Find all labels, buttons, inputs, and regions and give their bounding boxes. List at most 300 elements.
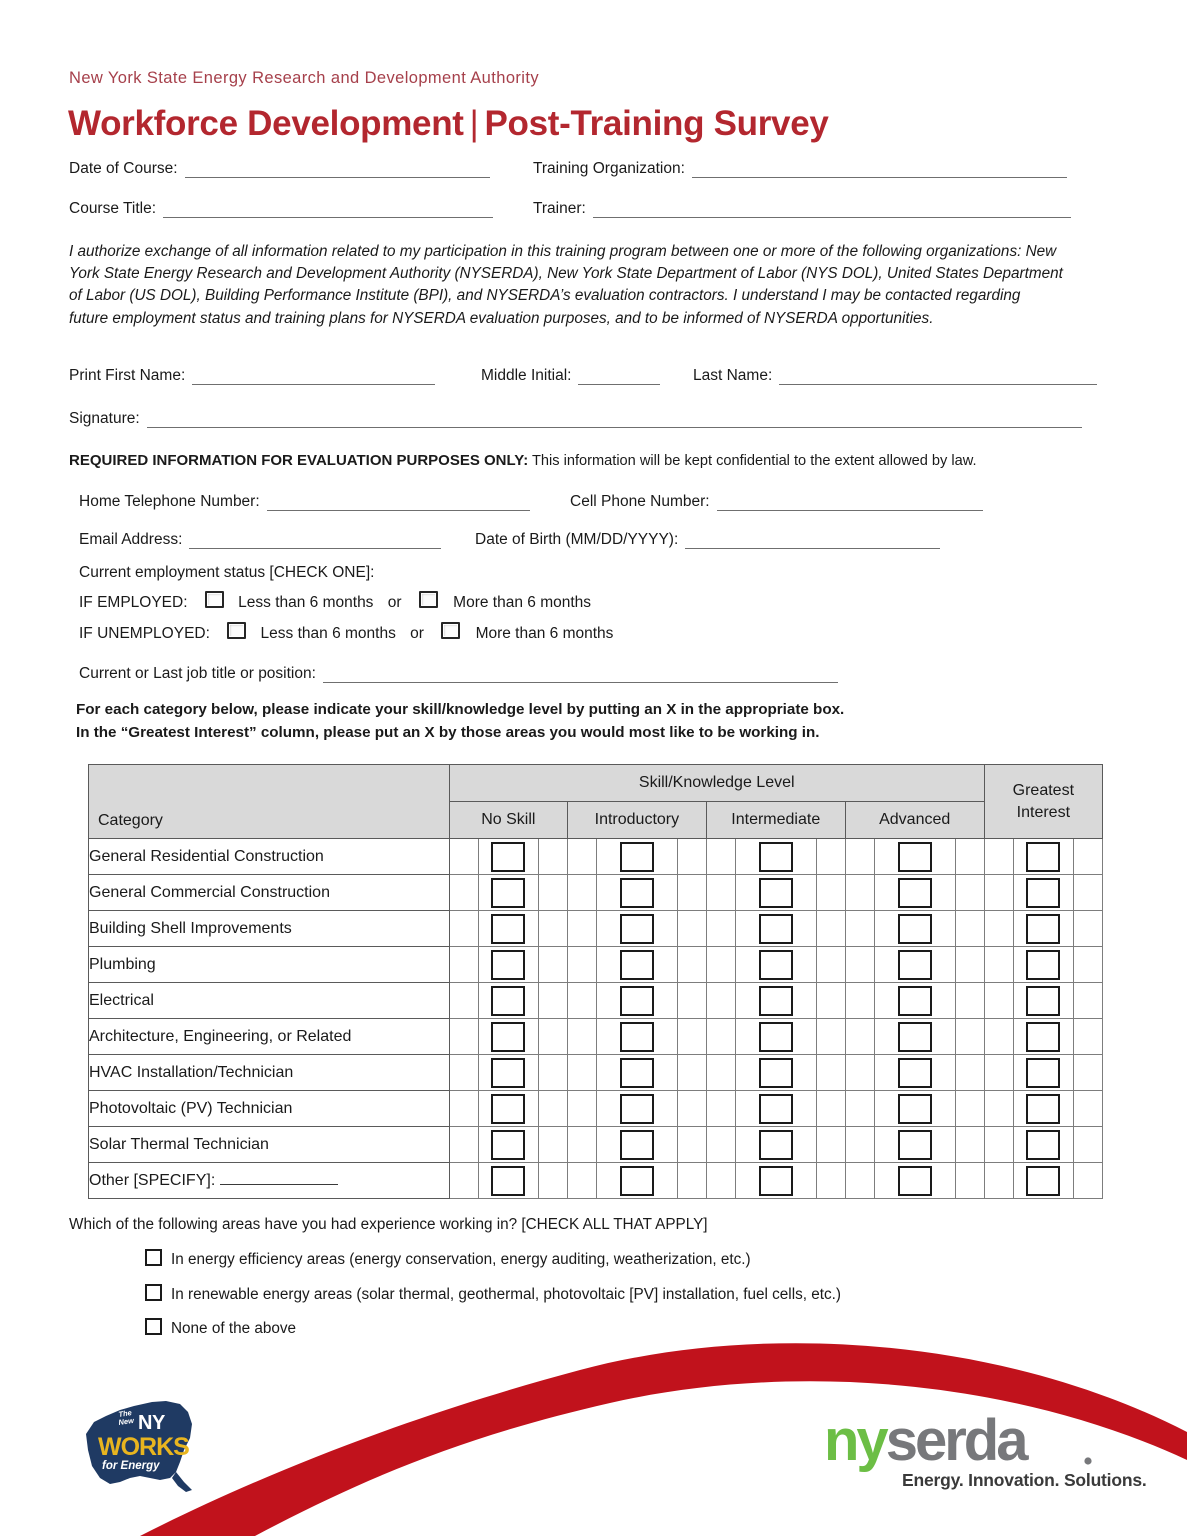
grid-spacer-cell	[449, 839, 478, 875]
checkbox-cell-greatest-interest[interactable]	[1013, 839, 1073, 875]
training-organization-input[interactable]	[692, 163, 1067, 178]
table-instructions-line-2: In the “Greatest Interest” column, please put an X by those areas you would most like to be working in.	[76, 723, 820, 741]
cell-phone-label: Cell Phone Number:	[570, 493, 710, 510]
checkbox-no-skill[interactable]	[491, 1130, 525, 1160]
table-instructions-line-1: For each category below, please indicate your skill/knowledge level by putting an X in the appropriate box.	[76, 701, 845, 718]
grid-spacer-cell	[845, 1127, 874, 1163]
grid-spacer-cell	[984, 875, 1013, 911]
table-row	[89, 911, 1103, 947]
agency-name: New York State Energy Research and Development Authority	[69, 69, 539, 87]
checkbox-cell-no-skill[interactable]	[478, 875, 538, 911]
greatest-interest-line-2: Interest	[1016, 803, 1071, 821]
grid-spacer-cell	[677, 947, 706, 983]
middle-initial-input[interactable]	[578, 370, 660, 385]
grid-spacer-cell	[706, 1127, 735, 1163]
grid-spacer-cell	[538, 1127, 567, 1163]
grid-spacer-cell	[816, 911, 845, 947]
checkbox-advanced[interactable]	[898, 986, 932, 1016]
checkbox-greatest-interest[interactable]	[1026, 1058, 1060, 1088]
checkbox-introductory[interactable]	[620, 878, 654, 908]
middle-initial-row	[481, 367, 660, 385]
unemployed-less-than-6-months-checkbox[interactable]	[227, 622, 246, 639]
greatest-interest-header	[984, 765, 1102, 839]
checkbox-cell-greatest-interest[interactable]	[1013, 1019, 1073, 1055]
checkbox-cell-intermediate[interactable]	[735, 1091, 816, 1127]
checkbox-cell-greatest-interest[interactable]	[1013, 983, 1073, 1019]
checkbox-cell-no-skill[interactable]	[478, 911, 538, 947]
checkbox-cell-introductory[interactable]	[596, 947, 677, 983]
grid-spacer-cell	[677, 983, 706, 1019]
employed-more-than-6-months-checkbox[interactable]	[419, 591, 438, 608]
checkbox-cell-advanced[interactable]	[874, 875, 955, 911]
grid-spacer-cell	[1073, 875, 1102, 911]
checkbox-cell-intermediate[interactable]	[735, 839, 816, 875]
checkbox-introductory[interactable]	[620, 914, 654, 944]
checkbox-cell-greatest-interest[interactable]	[1013, 875, 1073, 911]
checkbox-cell-greatest-interest[interactable]	[1013, 911, 1073, 947]
grid-spacer-cell	[706, 947, 735, 983]
nyserda-serda-text: serda	[885, 1408, 1026, 1473]
checkbox-introductory[interactable]	[620, 1094, 654, 1124]
none-of-the-above-label: None of the above	[171, 1320, 297, 1337]
employed-label: IF EMPLOYED:	[79, 594, 188, 611]
grid-spacer-cell	[449, 1127, 478, 1163]
checkbox-cell-introductory[interactable]	[596, 1127, 677, 1163]
checkbox-advanced[interactable]	[898, 950, 932, 980]
last-name-row	[693, 367, 1097, 385]
checkbox-cell-no-skill[interactable]	[478, 947, 538, 983]
checkbox-cell-advanced[interactable]	[874, 1127, 955, 1163]
date-of-course-row	[69, 160, 490, 178]
email-row	[79, 531, 441, 549]
first-name-row	[69, 367, 435, 385]
grid-spacer-cell	[677, 1019, 706, 1055]
experience-option-energy-efficiency[interactable]	[145, 1251, 751, 1269]
column-header-introductory: Introductory	[567, 802, 706, 839]
dob-input[interactable]	[685, 534, 940, 549]
grid-spacer-cell	[567, 1091, 596, 1127]
grid-spacer-cell	[955, 1019, 984, 1055]
grid-spacer-cell	[1073, 983, 1102, 1019]
email-label: Email Address:	[79, 531, 183, 548]
checkbox-cell-intermediate[interactable]	[735, 1163, 816, 1199]
checkbox-cell-intermediate[interactable]	[735, 1127, 816, 1163]
grid-spacer-cell	[816, 875, 845, 911]
table-row	[89, 1091, 1103, 1127]
checkbox-advanced[interactable]	[898, 1130, 932, 1160]
grid-spacer-cell	[984, 839, 1013, 875]
checkbox-cell-advanced[interactable]	[874, 947, 955, 983]
checkbox-advanced[interactable]	[898, 878, 932, 908]
checkbox-cell-advanced[interactable]	[874, 983, 955, 1019]
grid-spacer-cell	[567, 1055, 596, 1091]
checkbox-greatest-interest[interactable]	[1026, 914, 1060, 944]
home-phone-input[interactable]	[267, 496, 530, 511]
grid-spacer-cell	[984, 1127, 1013, 1163]
checkbox-greatest-interest[interactable]	[1026, 1022, 1060, 1052]
checkbox-cell-intermediate[interactable]	[735, 1055, 816, 1091]
category-label: Electrical	[89, 991, 154, 1009]
checkbox-introductory[interactable]	[620, 1022, 654, 1052]
category-label: Building Shell Improvements	[89, 919, 292, 937]
checkbox-intermediate[interactable]	[759, 1094, 793, 1124]
checkbox-intermediate[interactable]	[759, 1166, 793, 1196]
category-cell	[89, 1127, 450, 1163]
checkbox-cell-introductory[interactable]	[596, 1019, 677, 1055]
grid-spacer-cell	[538, 1019, 567, 1055]
ny-works-the: The	[117, 1408, 133, 1419]
checkbox-cell-intermediate[interactable]	[735, 911, 816, 947]
page-title-divider: |	[469, 104, 479, 143]
checkbox-cell-greatest-interest[interactable]	[1013, 1055, 1073, 1091]
nyserda-tagline: Energy. Innovation. Solutions.	[902, 1470, 1147, 1490]
checkbox-greatest-interest[interactable]	[1026, 1094, 1060, 1124]
checkbox-greatest-interest[interactable]	[1026, 986, 1060, 1016]
grid-spacer-cell	[706, 911, 735, 947]
grid-spacer-cell	[538, 947, 567, 983]
grid-spacer-cell	[706, 1055, 735, 1091]
grid-spacer-cell	[567, 947, 596, 983]
required-info-rest: This information will be kept confidential to the extent allowed by law.	[528, 453, 977, 469]
checkbox-cell-no-skill[interactable]	[478, 839, 538, 875]
grid-spacer-cell	[845, 1091, 874, 1127]
checkbox-cell-advanced[interactable]	[874, 911, 955, 947]
renewable-energy-checkbox[interactable]	[145, 1284, 162, 1301]
home-phone-row	[79, 493, 530, 511]
energy-efficiency-checkbox[interactable]	[145, 1249, 162, 1266]
checkbox-greatest-interest[interactable]	[1026, 1166, 1060, 1196]
signature-label: Signature:	[69, 410, 140, 427]
checkbox-cell-introductory[interactable]	[596, 983, 677, 1019]
checkbox-advanced[interactable]	[898, 914, 932, 944]
table-row	[89, 839, 1103, 875]
grid-spacer-cell	[1073, 1127, 1102, 1163]
table-row	[89, 1055, 1103, 1091]
grid-spacer-cell	[567, 875, 596, 911]
ny-works-ny-text: NY	[138, 1412, 165, 1434]
grid-spacer-cell	[706, 1091, 735, 1127]
checkbox-cell-advanced[interactable]	[874, 1163, 955, 1199]
email-input[interactable]	[189, 534, 441, 549]
checkbox-intermediate[interactable]	[759, 1130, 793, 1160]
job-title-row	[79, 665, 838, 683]
unemployed-more-than-6-months-label: More than 6 months	[475, 625, 614, 642]
grid-spacer-cell	[449, 947, 478, 983]
grid-spacer-cell	[984, 911, 1013, 947]
grid-spacer-cell	[449, 1163, 478, 1199]
category-header-label: Category	[98, 812, 163, 829]
checkbox-cell-introductory[interactable]	[596, 875, 677, 911]
checkbox-cell-introductory[interactable]	[596, 1163, 677, 1199]
employed-less-than-6-months-label: Less than 6 months	[238, 594, 374, 611]
grid-spacer-cell	[706, 1163, 735, 1199]
checkbox-no-skill[interactable]	[491, 878, 525, 908]
column-header-no-skill: No Skill	[449, 802, 567, 839]
grid-spacer-cell	[816, 839, 845, 875]
grid-spacer-cell	[816, 1091, 845, 1127]
checkbox-cell-advanced[interactable]	[874, 1091, 955, 1127]
checkbox-intermediate[interactable]	[759, 914, 793, 944]
grid-spacer-cell	[677, 1163, 706, 1199]
category-label: HVAC Installation/Technician	[89, 1063, 294, 1081]
checkbox-cell-no-skill[interactable]	[478, 983, 538, 1019]
page-title-right: Post-Training Survey	[484, 104, 829, 143]
cell-phone-row	[570, 493, 983, 511]
checkbox-no-skill[interactable]	[491, 1166, 525, 1196]
grid-spacer-cell	[706, 1019, 735, 1055]
category-label: Other [SPECIFY]:	[89, 1171, 216, 1189]
checkbox-no-skill[interactable]	[491, 1058, 525, 1088]
grid-spacer-cell	[538, 1055, 567, 1091]
checkbox-intermediate[interactable]	[759, 878, 793, 908]
checkbox-advanced[interactable]	[898, 1022, 932, 1052]
category-cell	[89, 983, 450, 1019]
checkbox-cell-advanced[interactable]	[874, 1019, 955, 1055]
category-cell	[89, 1019, 450, 1055]
checkbox-cell-intermediate[interactable]	[735, 983, 816, 1019]
page-title	[68, 104, 829, 144]
ny-works-logo	[80, 1398, 198, 1518]
grid-spacer-cell	[984, 1091, 1013, 1127]
grid-spacer-cell	[567, 839, 596, 875]
first-name-label: Print First Name:	[69, 367, 186, 384]
grid-spacer-cell	[449, 911, 478, 947]
energy-efficiency-label: In energy efficiency areas (energy conservation, energy auditing, weatherization, etc.)	[171, 1251, 751, 1268]
employed-or-label: or	[387, 594, 402, 611]
checkbox-introductory[interactable]	[620, 1166, 654, 1196]
checkbox-cell-greatest-interest[interactable]	[1013, 1091, 1073, 1127]
checkbox-intermediate[interactable]	[759, 1058, 793, 1088]
grid-spacer-cell	[845, 875, 874, 911]
grid-spacer-cell	[955, 1163, 984, 1199]
grid-spacer-cell	[1073, 1055, 1102, 1091]
category-label: Plumbing	[89, 955, 156, 973]
unemployed-more-than-6-months-checkbox[interactable]	[441, 622, 460, 639]
checkbox-no-skill[interactable]	[491, 1094, 525, 1124]
grid-spacer-cell	[538, 911, 567, 947]
skills-table	[88, 764, 1103, 1199]
checkbox-cell-advanced[interactable]	[874, 1055, 955, 1091]
checkbox-intermediate[interactable]	[759, 1022, 793, 1052]
category-label: Solar Thermal Technician	[89, 1135, 269, 1153]
grid-spacer-cell	[845, 1163, 874, 1199]
checkbox-cell-greatest-interest[interactable]	[1013, 1163, 1073, 1199]
last-name-input[interactable]	[779, 370, 1097, 385]
date-of-course-input[interactable]	[185, 163, 490, 178]
grid-spacer-cell	[816, 1127, 845, 1163]
grid-spacer-cell	[449, 1055, 478, 1091]
grid-spacer-cell	[677, 1091, 706, 1127]
ny-works-the-new-text	[117, 1409, 134, 1427]
grid-spacer-cell	[955, 911, 984, 947]
category-label: Architecture, Engineering, or Related	[89, 1027, 352, 1045]
table-row	[89, 983, 1103, 1019]
page-title-left: Workforce Development	[68, 104, 464, 143]
grid-spacer-cell	[567, 983, 596, 1019]
grid-spacer-cell	[816, 1163, 845, 1199]
trainer-row	[533, 200, 1071, 218]
checkbox-introductory[interactable]	[620, 842, 654, 872]
category-cell	[89, 947, 450, 983]
grid-spacer-cell	[567, 911, 596, 947]
grid-spacer-cell	[984, 983, 1013, 1019]
checkbox-cell-introductory[interactable]	[596, 1091, 677, 1127]
grid-spacer-cell	[955, 983, 984, 1019]
grid-spacer-cell	[1073, 1163, 1102, 1199]
checkbox-cell-introductory[interactable]	[596, 911, 677, 947]
middle-initial-label: Middle Initial:	[481, 367, 572, 384]
grid-spacer-cell	[955, 875, 984, 911]
grid-spacer-cell	[845, 1019, 874, 1055]
table-row	[89, 1019, 1103, 1055]
employed-row	[79, 594, 591, 612]
checkbox-no-skill[interactable]	[491, 842, 525, 872]
checkbox-advanced[interactable]	[898, 1166, 932, 1196]
nyserda-ny-text: ny	[824, 1408, 886, 1473]
grid-spacer-cell	[449, 1091, 478, 1127]
grid-spacer-cell	[845, 839, 874, 875]
grid-spacer-cell	[845, 947, 874, 983]
checkbox-cell-no-skill[interactable]	[478, 1091, 538, 1127]
unemployed-or-label: or	[410, 625, 424, 642]
checkbox-cell-introductory[interactable]	[596, 1055, 677, 1091]
category-label: General Commercial Construction	[89, 883, 330, 901]
employed-less-than-6-months-checkbox[interactable]	[205, 591, 224, 608]
checkbox-no-skill[interactable]	[491, 914, 525, 944]
checkbox-greatest-interest[interactable]	[1026, 842, 1060, 872]
grid-spacer-cell	[816, 1055, 845, 1091]
column-header-intermediate: Intermediate	[706, 802, 845, 839]
checkbox-no-skill[interactable]	[491, 950, 525, 980]
grid-spacer-cell	[1073, 1091, 1102, 1127]
checkbox-no-skill[interactable]	[491, 986, 525, 1016]
checkbox-introductory[interactable]	[620, 1058, 654, 1088]
signature-input[interactable]	[147, 413, 1082, 428]
table-instructions	[76, 699, 844, 745]
checkbox-intermediate[interactable]	[759, 842, 793, 872]
checkbox-cell-intermediate[interactable]	[735, 875, 816, 911]
first-name-input[interactable]	[192, 370, 435, 385]
table-row	[89, 1127, 1103, 1163]
grid-spacer-cell	[538, 875, 567, 911]
course-title-input[interactable]	[163, 203, 493, 218]
grid-spacer-cell	[567, 1127, 596, 1163]
checkbox-cell-intermediate[interactable]	[735, 947, 816, 983]
experience-question: Which of the following areas have you had experience working in? [CHECK ALL THAT APPLY]	[69, 1216, 708, 1233]
course-title-label: Course Title:	[69, 200, 157, 217]
course-title-row	[69, 200, 493, 218]
checkbox-cell-greatest-interest[interactable]	[1013, 947, 1073, 983]
greatest-interest-line-1: Greatest	[1012, 781, 1075, 799]
employed-more-than-6-months-label: More than 6 months	[453, 594, 592, 611]
grid-spacer-cell	[567, 1163, 596, 1199]
grid-spacer-cell	[677, 875, 706, 911]
checkbox-intermediate[interactable]	[759, 950, 793, 980]
category-label: Photovoltaic (PV) Technician	[89, 1099, 293, 1117]
checkbox-cell-no-skill[interactable]	[478, 1019, 538, 1055]
renewable-energy-label: In renewable energy areas (solar thermal, geothermal, photovoltaic [PV] installation, fuel cells, etc.)	[171, 1286, 842, 1303]
checkbox-introductory[interactable]	[620, 986, 654, 1016]
home-phone-label: Home Telephone Number:	[79, 493, 260, 510]
employment-status-heading: Current employment status [CHECK ONE]:	[79, 564, 375, 581]
grid-spacer-cell	[955, 1127, 984, 1163]
table-group-header-row	[89, 765, 1103, 802]
ny-works-works-text: WORKS	[98, 1433, 189, 1461]
checkbox-cell-no-skill[interactable]	[478, 1163, 538, 1199]
ny-works-new: New	[117, 1415, 135, 1427]
other-specify-input[interactable]	[220, 1172, 338, 1185]
grid-spacer-cell	[1073, 839, 1102, 875]
grid-spacer-cell	[1073, 911, 1102, 947]
trainer-input[interactable]	[593, 203, 1071, 218]
unemployed-less-than-6-months-label: Less than 6 months	[260, 625, 396, 642]
grid-spacer-cell	[706, 875, 735, 911]
grid-spacer-cell	[538, 1091, 567, 1127]
checkbox-cell-introductory[interactable]	[596, 839, 677, 875]
grid-spacer-cell	[538, 983, 567, 1019]
cell-phone-input[interactable]	[717, 496, 983, 511]
grid-spacer-cell	[1073, 1019, 1102, 1055]
checkbox-advanced[interactable]	[898, 842, 932, 872]
grid-spacer-cell	[538, 1163, 567, 1199]
training-organization-row	[533, 160, 1067, 178]
grid-spacer-cell	[816, 1019, 845, 1055]
checkbox-introductory[interactable]	[620, 950, 654, 980]
nyserda-logo	[824, 1408, 1147, 1508]
grid-spacer-cell	[449, 875, 478, 911]
table-row	[89, 947, 1103, 983]
grid-spacer-cell	[816, 947, 845, 983]
grid-spacer-cell	[677, 911, 706, 947]
grid-spacer-cell	[706, 983, 735, 1019]
checkbox-cell-intermediate[interactable]	[735, 1019, 816, 1055]
unemployed-row	[79, 625, 613, 643]
checkbox-advanced[interactable]	[898, 1058, 932, 1088]
grid-spacer-cell	[677, 1127, 706, 1163]
training-organization-label: Training Organization:	[533, 160, 685, 177]
checkbox-greatest-interest[interactable]	[1026, 1130, 1060, 1160]
checkbox-greatest-interest[interactable]	[1026, 950, 1060, 980]
table-row	[89, 1163, 1103, 1199]
category-cell	[89, 875, 450, 911]
checkbox-introductory[interactable]	[620, 1130, 654, 1160]
grid-spacer-cell	[845, 983, 874, 1019]
job-title-label: Current or Last job title or position:	[79, 665, 316, 682]
grid-spacer-cell	[677, 1055, 706, 1091]
checkbox-cell-advanced[interactable]	[874, 839, 955, 875]
checkbox-no-skill[interactable]	[491, 1022, 525, 1052]
job-title-input[interactable]	[323, 668, 838, 683]
signature-row	[69, 410, 1082, 428]
checkbox-greatest-interest[interactable]	[1026, 878, 1060, 908]
category-label: General Residential Construction	[89, 847, 324, 865]
grid-spacer-cell	[449, 1019, 478, 1055]
checkbox-advanced[interactable]	[898, 1094, 932, 1124]
grid-spacer-cell	[984, 947, 1013, 983]
checkbox-cell-no-skill[interactable]	[478, 1127, 538, 1163]
grid-spacer-cell	[816, 983, 845, 1019]
last-name-label: Last Name:	[693, 367, 773, 384]
authorization-paragraph: I authorize exchange of all information related to my participation in this training program between one or more of the following organizations: New York State Energy Research and Development Authority (NYSERDA), New York State Department of Labor (NYS DOL), United States Department of Labor (US DOL), Building Performance Institute (BPI), and NYSERDA’s evaluation contractors. I understand I may be contacted regarding future employment status and training plans for NYSERDA evaluation purposes, and to be informed of NYSERDA opportunities.	[69, 243, 1063, 327]
checkbox-intermediate[interactable]	[759, 986, 793, 1016]
required-info-bold: REQUIRED INFORMATION FOR EVALUATION PURPOSES ONLY:	[69, 452, 529, 469]
checkbox-cell-no-skill[interactable]	[478, 1055, 538, 1091]
category-cell	[89, 1163, 450, 1199]
checkbox-cell-greatest-interest[interactable]	[1013, 1127, 1073, 1163]
grid-spacer-cell	[955, 1055, 984, 1091]
grid-spacer-cell	[706, 839, 735, 875]
grid-spacer-cell	[449, 983, 478, 1019]
